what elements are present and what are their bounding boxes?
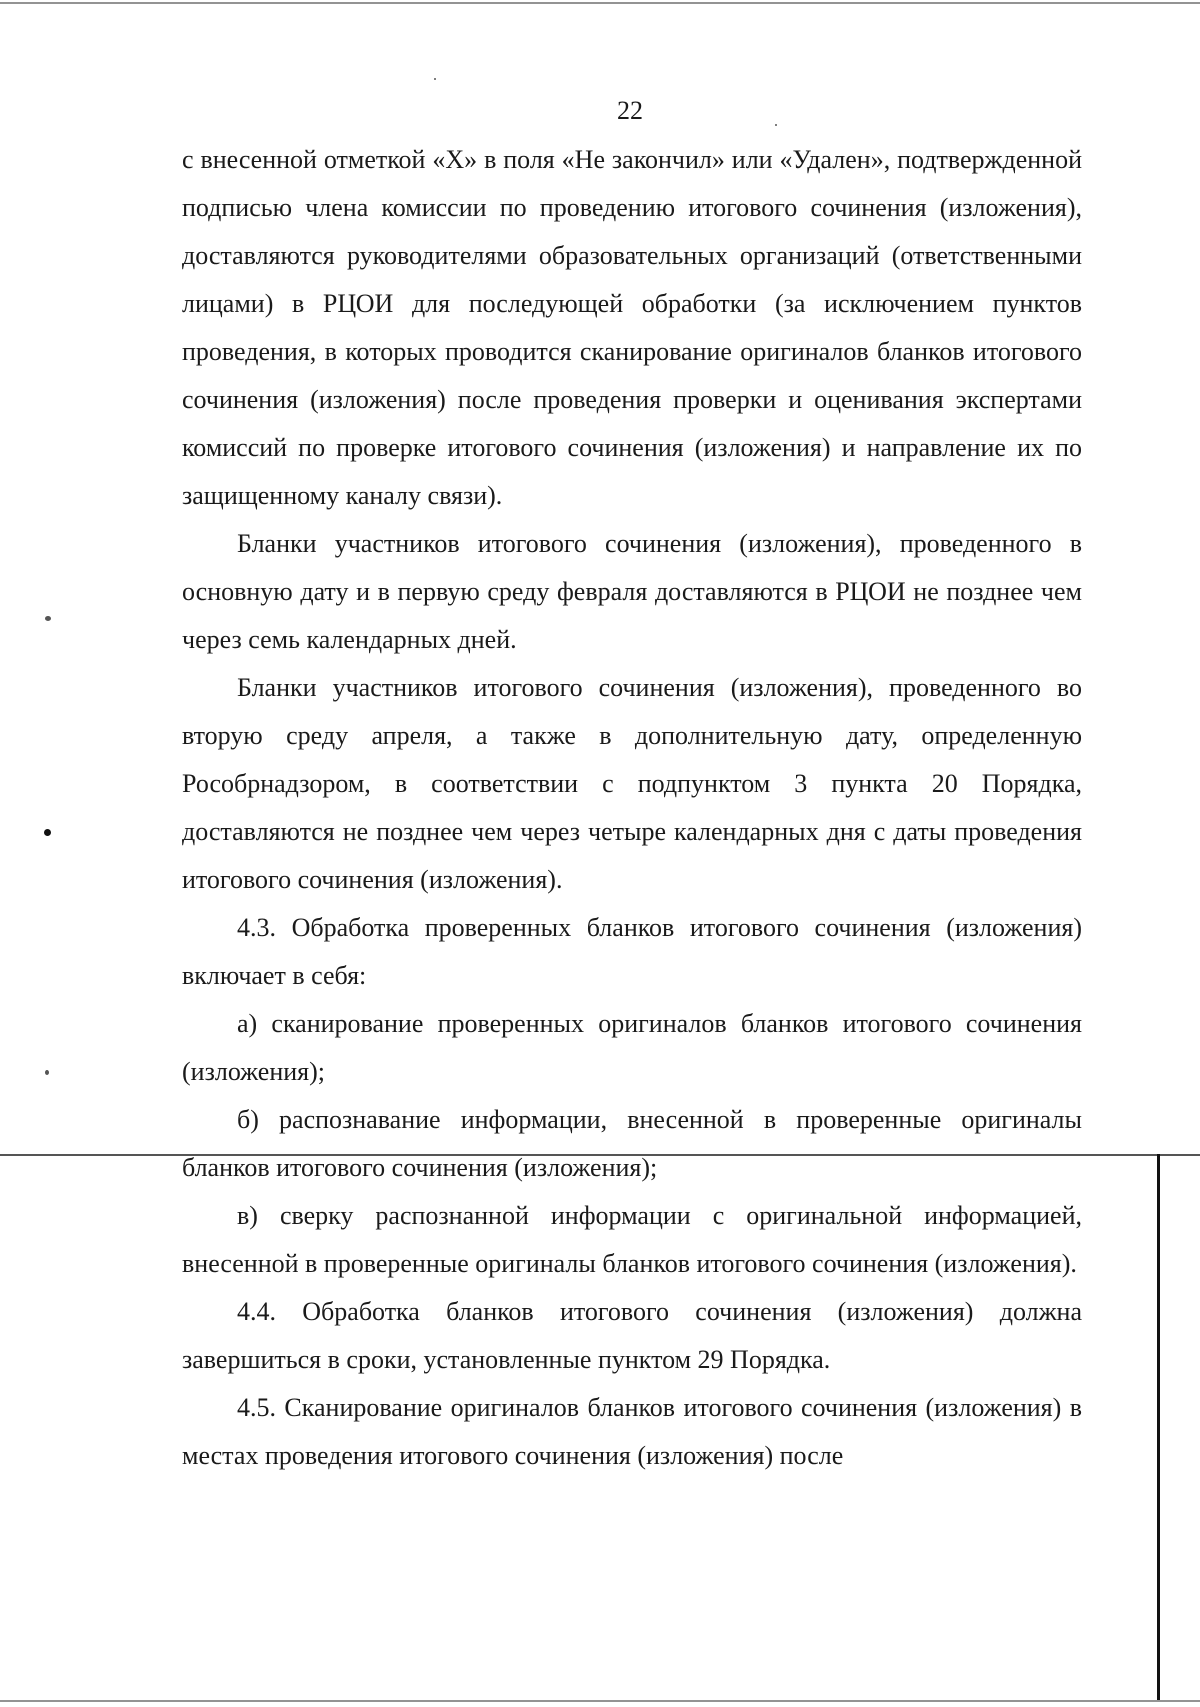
section-4-4-paragraph: 4.4. Обработка бланков итогового сочинения (изложения) должна завершиться в сроки, установленные пунктом 29 Порядка. (182, 1297, 1082, 1374)
scan-speck (434, 78, 436, 80)
list-item-b: б) распознавание информации, внесенной в проверенные оригиналы бланков итогового сочинения (изложения); (182, 1105, 1082, 1182)
scan-speck (45, 616, 51, 621)
paragraph: с внесенной отметкой «X» в поля «Не закончил» или «Удален», подтвержденной подписью члена комиссии по проведению итогового сочинения (изложения), доставляются руководителями образовательных организаций (ответственными лицами) в РЦОИ для последующей обработки (за исключением пунктов проведения, в которых проводится сканирование оригиналов бланков итогового сочинения (изложения) после проведения проверки и оценивания экспертами комиссий по проверке итогового сочинения (изложения) и направление их по защищенному каналу связи). (182, 145, 1082, 510)
page-number: 22 (617, 96, 643, 125)
list-item-a: а) сканирование проверенных оригиналов бланков итогового сочинения (изложения); (182, 1009, 1082, 1086)
paragraph: Бланки участников итогового сочинения (изложения), проведенного во вторую среду апреля, а также в дополнительную дату, определенную Рособрнадзором, в соответствии с подпунктом 3 пункта 20 Порядка, доставляются не позднее чем через четыре календарных дня с даты проведения итогового сочинения (изложения). (182, 673, 1082, 894)
section-4-3-paragraph: 4.3. Обработка проверенных бланков итогового сочинения (изложения) включает в себя: (182, 913, 1082, 990)
scan-speck (44, 829, 51, 836)
list-item-c: в) сверку распознанной информации с оригинальной информацией, внесенной в проверенные оригиналы бланков итогового сочинения (изложения). (182, 1201, 1082, 1278)
scan-edge-top (0, 2, 1200, 4)
paragraph: Бланки участников итогового сочинения (изложения), проведенного в основную дату и в первую среду февраля доставляются в РЦОИ не позднее чем через семь календарных дней. (182, 529, 1082, 654)
section-4-5-paragraph: 4.5. Сканирование оригиналов бланков итогового сочинения (изложения) в местах проведения итогового сочинения (изложения) после (182, 1393, 1082, 1470)
scan-speck (45, 1070, 49, 1075)
scan-edge-bottom (0, 1700, 1200, 1702)
document-body (182, 136, 1082, 1480)
scan-artifact-bar (1157, 1154, 1160, 1700)
